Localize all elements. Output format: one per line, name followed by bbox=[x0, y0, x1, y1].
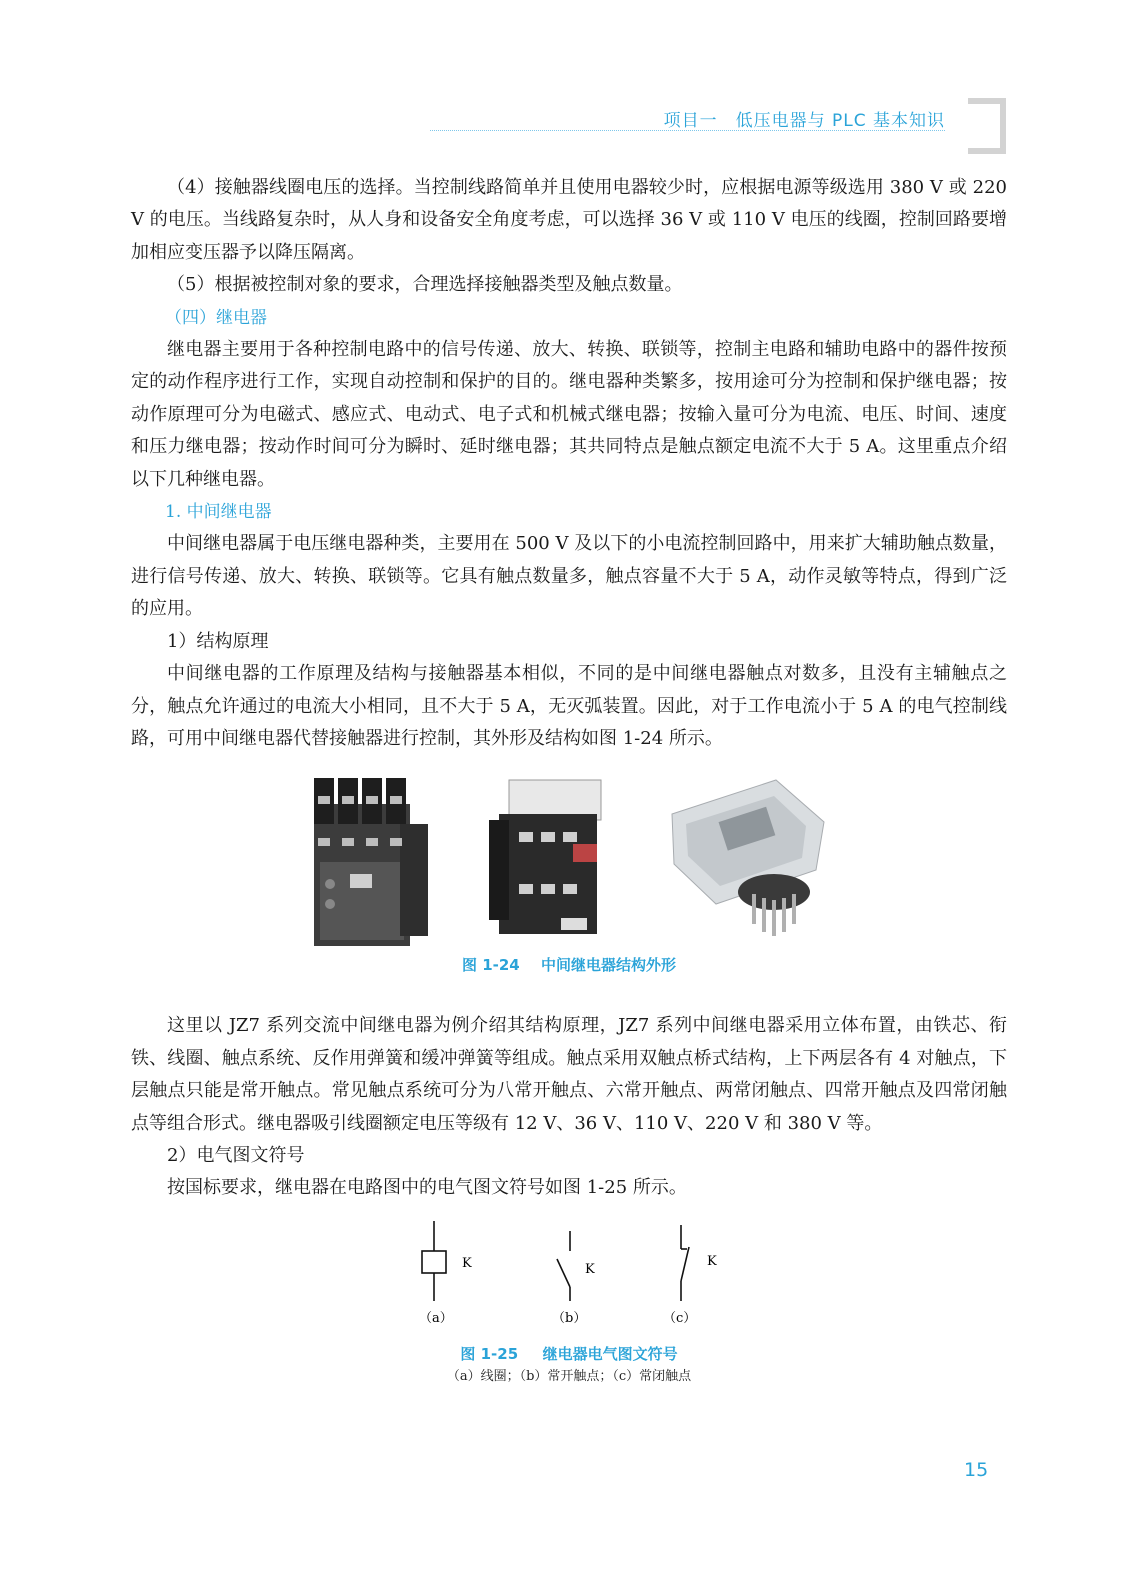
figure-1-24-title: 中间继电器结构外形 bbox=[540, 956, 676, 975]
page-number: 15 bbox=[964, 1459, 989, 1481]
page-body bbox=[131, 172, 1007, 1388]
paragraph-contactor-type: （5）根据被控制对象的要求，合理选择接触器类型及触点数量。 bbox=[167, 274, 683, 296]
figure-1-25-caption bbox=[131, 1342, 1007, 1366]
figure-1-25-subcaption: （a）线圈；（b）常开触点；（c）常闭触点 bbox=[446, 1369, 692, 1385]
section-heading-relay: （四）继电器 bbox=[165, 307, 267, 328]
relay-photo-jz7 bbox=[300, 774, 430, 950]
coil-symbol bbox=[422, 1221, 446, 1301]
paragraph-relay-intro: 继电器主要用于各种控制电路中的信号传递、放大、转换、联锁等，控制主电路和辅助电路中的器件按预定的动作程序进行工作，实现自动控制和保护的目的。继电器种类繁多，按用途可分为控制和保护继电器；按动作原理可分为电磁式、感应式、电动式、电子式和机械式继电器；按输入量可分为电流、电压、时间、速度和压力继电器；按动作时间可分为瞬时、延时继电器；其共同特点是触点额定电流不大于 5 A。这里重点介绍以下几种继电器。 bbox=[131, 339, 1007, 490]
paragraph-jz7-structure: 这里以 JZ7 系列交流中间继电器为例介绍其结构原理，JZ7 系列中间继电器采用立体布置，由铁芯、衔铁、线圈、触点系统、反作用弹簧和缓冲弹簧等组成。触点采用双触点桥式结构，上下两层各有 4 对触点，下层触点只能是常开触点。常见触点系统可分为八常开触点、六常开触点、两常闭触点、四常开触点及四常闭触点等组合形式。继电器吸引线圈额定电压等级有 12 V、36 V、110 V、220 V 和 380 V 等。 bbox=[131, 1015, 1007, 1134]
figure-1-24-photos bbox=[131, 774, 1007, 950]
subheading-intermediate-relay: 1. 中间继电器 bbox=[165, 502, 272, 523]
figure-1-25-title: 继电器电气图文符号 bbox=[542, 1345, 678, 1364]
nc-contact-symbol-letter: K bbox=[707, 1253, 717, 1269]
corner-bracket-decoration bbox=[968, 98, 1006, 154]
heading-structure-principle: 1）结构原理 bbox=[167, 630, 269, 652]
paragraph-symbols-intro: 按国标要求，继电器在电路图中的电气图文符号如图 1-25 所示。 bbox=[167, 1177, 687, 1199]
figure-1-25-number: 图 1-25 bbox=[460, 1345, 519, 1364]
no-contact-symbol-letter: K bbox=[585, 1261, 595, 1277]
header-title: 项目一 低压电器与 PLC 基本知识 bbox=[663, 111, 945, 131]
label-b: （b） bbox=[552, 1310, 587, 1325]
label-c: （c） bbox=[663, 1310, 697, 1325]
relay-photo-octal-plug bbox=[666, 774, 834, 950]
paragraph-intermediate-relay: 中间继电器属于电压继电器种类，主要用在 500 V 及以下的小电流控制回路中，用来扩大辅助触点数量，进行信号传递、放大、转换、联锁等。它具有触点数量多，触点容量不大于 5 A，动作灵敏等特点，得到广泛的应用。 bbox=[131, 533, 1007, 620]
figure-1-25-symbols bbox=[131, 1215, 1007, 1325]
paragraph-structure: 中间继电器的工作原理及结构与接触器基本相似，不同的是中间继电器触点对数多，且没有主辅触点之分，触点允许通过的电流大小相同，且不大于 5 A，无灭弧装置。因此，对于工作电流小于 5 A 的电气控制线路，可用中间继电器代替接触器进行控制，其外形及结构如图 1-24 所示。 bbox=[131, 663, 1007, 749]
running-header bbox=[0, 102, 1127, 162]
label-a: （a） bbox=[419, 1310, 453, 1325]
relay-photo-contactor-type bbox=[489, 774, 607, 950]
normally-open-contact-symbol bbox=[557, 1231, 570, 1301]
paragraph-coil-voltage: （4）接触器线圈电压的选择。当控制线路简单并且使用电器较少时，应根据电源等级选用 380 V 或 220 V 的电压。当线路复杂时，从人身和设备安全角度考虑，可以选择 36 V 或 110 V 电压的线圈，控制回路要增加相应变压器予以降压隔离。 bbox=[131, 177, 1007, 263]
coil-symbol-letter: K bbox=[462, 1255, 472, 1271]
heading-electrical-symbols: 2）电气图文符号 bbox=[167, 1144, 305, 1166]
figure-1-24-caption bbox=[131, 954, 1007, 976]
normally-closed-contact-symbol bbox=[681, 1225, 689, 1301]
figure-1-24-number: 图 1-24 bbox=[461, 956, 520, 975]
header-divider bbox=[430, 130, 945, 131]
